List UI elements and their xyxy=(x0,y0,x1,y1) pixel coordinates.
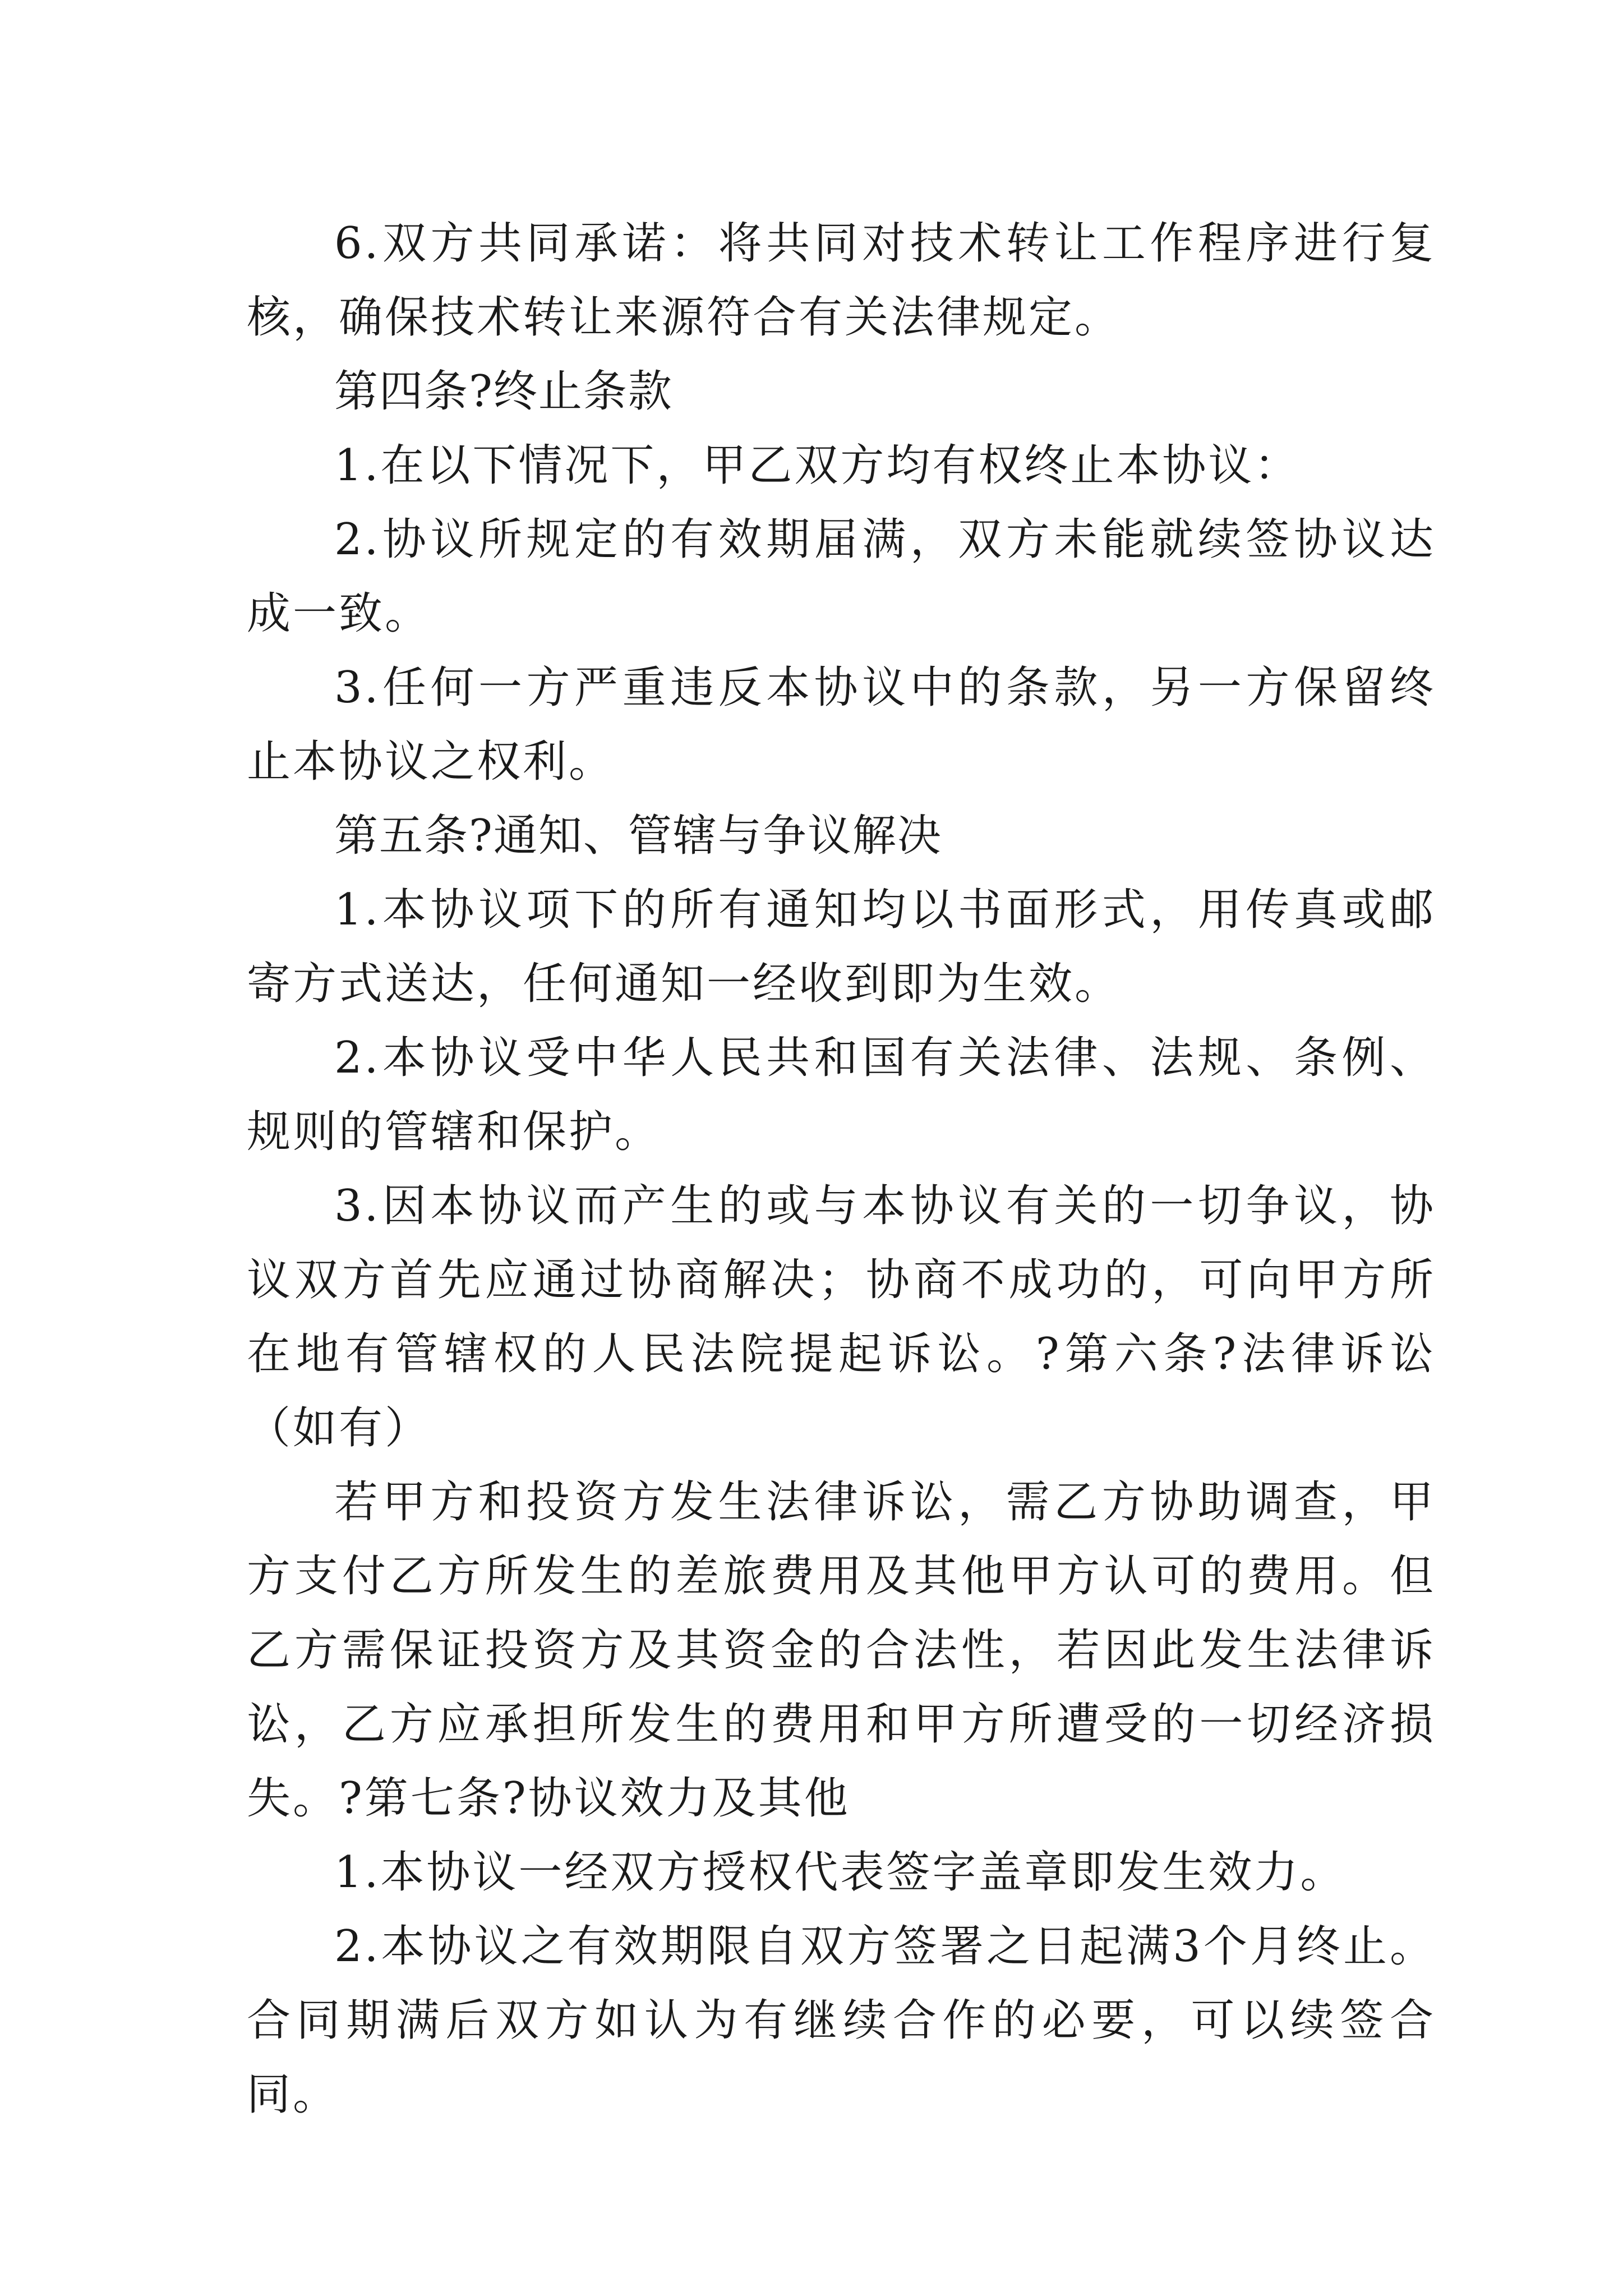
paragraph-litigation: 若甲方和投资方发生法律诉讼，需乙方协助调查，甲方支付乙方所发生的差旅费用及其他甲方认可的费用。但乙方需保证投资方及其资金的合法性，若因此发生法律诉讼，乙方应承担所发生的费用和甲方所遭受的一切经济损失。?第七条?协议效力及其他 xyxy=(247,1477,1436,1824)
paragraph-notice-3: 3.因本协议而产生的或与本协议有关的一切争议，协议双方首先应通过协商解决；协商不成功的，可向甲方所在地有管辖权的人民法院提起诉讼。?第六条?法律诉讼（如有） xyxy=(247,1181,1436,1453)
paragraph-termination-2: 2.协议所规定的有效期届满，双方未能就续签协议达成一致。 xyxy=(247,514,1436,639)
paragraph-commitment: 6.双方共同承诺：将共同对技术转让工作程序进行复核，确保技术转让来源符合有关法律规定。 xyxy=(247,218,1436,343)
paragraph-notice-2: 2.本协议受中华人民共和国有关法律、法规、条例、规则的管辖和保护。 xyxy=(247,1033,1436,1157)
heading-article-4: 第四条?终止条款 xyxy=(334,366,673,417)
paragraph-effect-2: 2.本协议之有效期限自双方签署之日起满3个月终止。合同期满后双方如认为有继续合作的必要，可以续签合同。 xyxy=(247,1921,1436,2120)
paragraph-termination-3: 3.任何一方严重违反本协议中的条款，另一方保留终止本协议之权利。 xyxy=(247,662,1436,787)
paragraph-effect-1: 1.本协议一经双方授权代表签字盖章即发生效力。 xyxy=(334,1847,1347,1898)
paragraph-notice-1: 1.本协议项下的所有通知均以书面形式，用传真或邮寄方式送达，任何通知一经收到即为生效。 xyxy=(247,885,1436,1009)
paragraph-termination-1: 1.在以下情况下，甲乙双方均有权终止本协议： xyxy=(334,440,1301,491)
document-body xyxy=(247,206,1436,2132)
heading-article-5: 第五条?通知、管辖与争议解决 xyxy=(334,811,942,861)
